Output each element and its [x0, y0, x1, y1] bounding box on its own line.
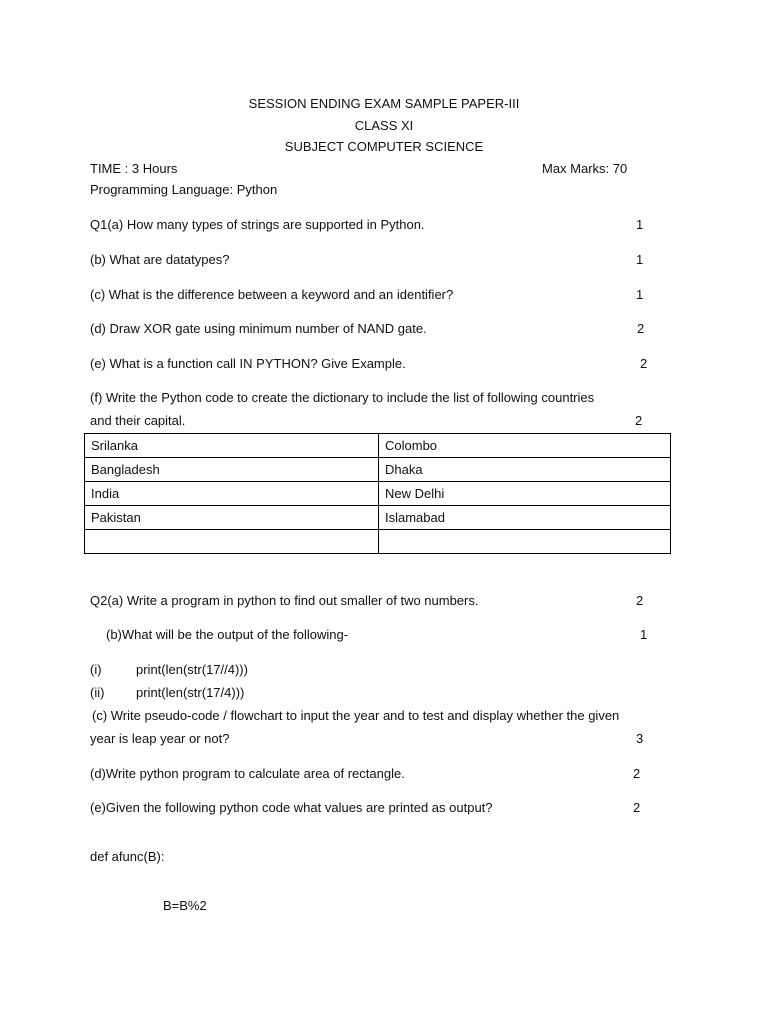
class-label: CLASS XI — [354, 118, 414, 133]
q1d-marks: 2 — [637, 321, 645, 336]
q2b-ii-code: print(len(str(17/4))) — [136, 685, 245, 700]
country-cell — [85, 530, 379, 554]
country-cell: India — [85, 482, 379, 506]
countries-capitals-table — [84, 433, 671, 554]
q1c-marks: 1 — [636, 287, 644, 302]
q1e-text: (e) What is a function call IN PYTHON? Give Example. — [90, 356, 406, 371]
country-cell: Bangladesh — [85, 458, 379, 482]
q1d-text: (d) Draw XOR gate using minimum number of NAND gate. — [90, 321, 427, 336]
q1a-text: Q1(a) How many types of strings are supported in Python. — [90, 217, 425, 232]
capital-cell: Dhaka — [379, 458, 671, 482]
q2a-text: Q2(a) Write a program in python to find out smaller of two numbers. — [90, 593, 479, 608]
q1f-text-line1: (f) Write the Python code to create the dictionary to include the list of following countries — [90, 390, 595, 405]
q1f-marks: 2 — [635, 413, 643, 428]
max-marks-label: Max Marks: 70 — [542, 161, 628, 176]
q1e-marks: 2 — [640, 356, 648, 371]
table-row — [85, 434, 671, 458]
q2c-marks: 3 — [636, 731, 644, 746]
q2e-text: (e)Given the following python code what values are printed as output? — [90, 800, 493, 815]
q2b-ii-label: (ii) — [90, 685, 105, 700]
table-row — [85, 458, 671, 482]
language-label: Programming Language: Python — [90, 182, 278, 197]
table-row — [85, 530, 671, 554]
q2c-text-line1: (c) Write pseudo-code / flowchart to input the year and to test and display whether the given — [92, 708, 620, 723]
q2e-marks: 2 — [633, 800, 641, 815]
country-cell: Pakistan — [85, 506, 379, 530]
code-line-def: def afunc(B): — [90, 849, 165, 864]
table-row — [85, 506, 671, 530]
capital-cell — [379, 530, 671, 554]
q1b-marks: 1 — [636, 252, 644, 267]
q2d-text: (d)Write python program to calculate area of rectangle. — [90, 766, 405, 781]
q2b-text: (b)What will be the output of the following- — [106, 627, 349, 642]
capital-cell: Islamabad — [379, 506, 671, 530]
q1f-text-line2: and their capital. — [90, 413, 186, 428]
q2b-i-code: print(len(str(17//4))) — [136, 662, 248, 677]
q2b-marks: 1 — [640, 627, 648, 642]
q2a-marks: 2 — [636, 593, 644, 608]
q1c-text: (c) What is the difference between a keyword and an identifier? — [90, 287, 454, 302]
subject-label: SUBJECT COMPUTER SCIENCE — [284, 139, 484, 154]
table-row — [85, 482, 671, 506]
code-line-assign: B=B%2 — [163, 898, 207, 913]
q2b-i-label: (i) — [90, 662, 102, 677]
exam-title: SESSION ENDING EXAM SAMPLE PAPER-III — [248, 96, 520, 111]
q2c-text-line2: year is leap year or not? — [90, 731, 230, 746]
q2d-marks: 2 — [633, 766, 641, 781]
capital-cell: New Delhi — [379, 482, 671, 506]
capital-cell: Colombo — [379, 434, 671, 458]
q1a-marks: 1 — [636, 217, 644, 232]
time-label: TIME : 3 Hours — [90, 161, 178, 176]
country-cell: Srilanka — [85, 434, 379, 458]
q1b-text: (b) What are datatypes? — [90, 252, 230, 267]
